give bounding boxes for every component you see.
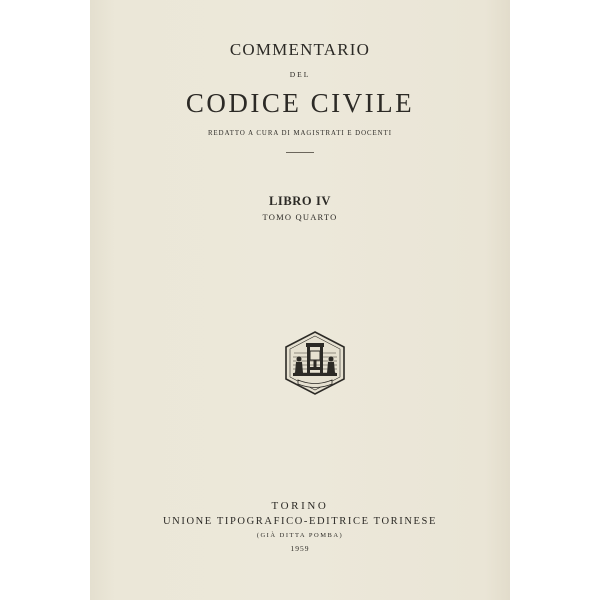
printers-mark-hexagon-icon — [284, 331, 346, 395]
book-number: LIBRO IV — [268, 194, 332, 208]
imprint-year: 1959 — [290, 544, 310, 553]
imprint-former-name: (GIÀ DITTA POMBA) — [256, 532, 344, 539]
main-title: CODICE CIVILE — [185, 88, 415, 118]
imprint-publisher: UNIONE TIPOGRAFICO-EDITRICE TORINESE — [162, 516, 437, 527]
series-title: COMMENTARIO — [229, 40, 371, 59]
title-page — [90, 0, 510, 600]
imprint-city: TORINO — [271, 500, 329, 512]
subtitle: REDATTO A CURA DI MAGISTRATI E DOCENTI — [207, 130, 392, 137]
volume-number: TOMO QUARTO — [262, 212, 338, 222]
divider-rule — [286, 152, 314, 153]
title-connector: DEL — [289, 70, 311, 79]
